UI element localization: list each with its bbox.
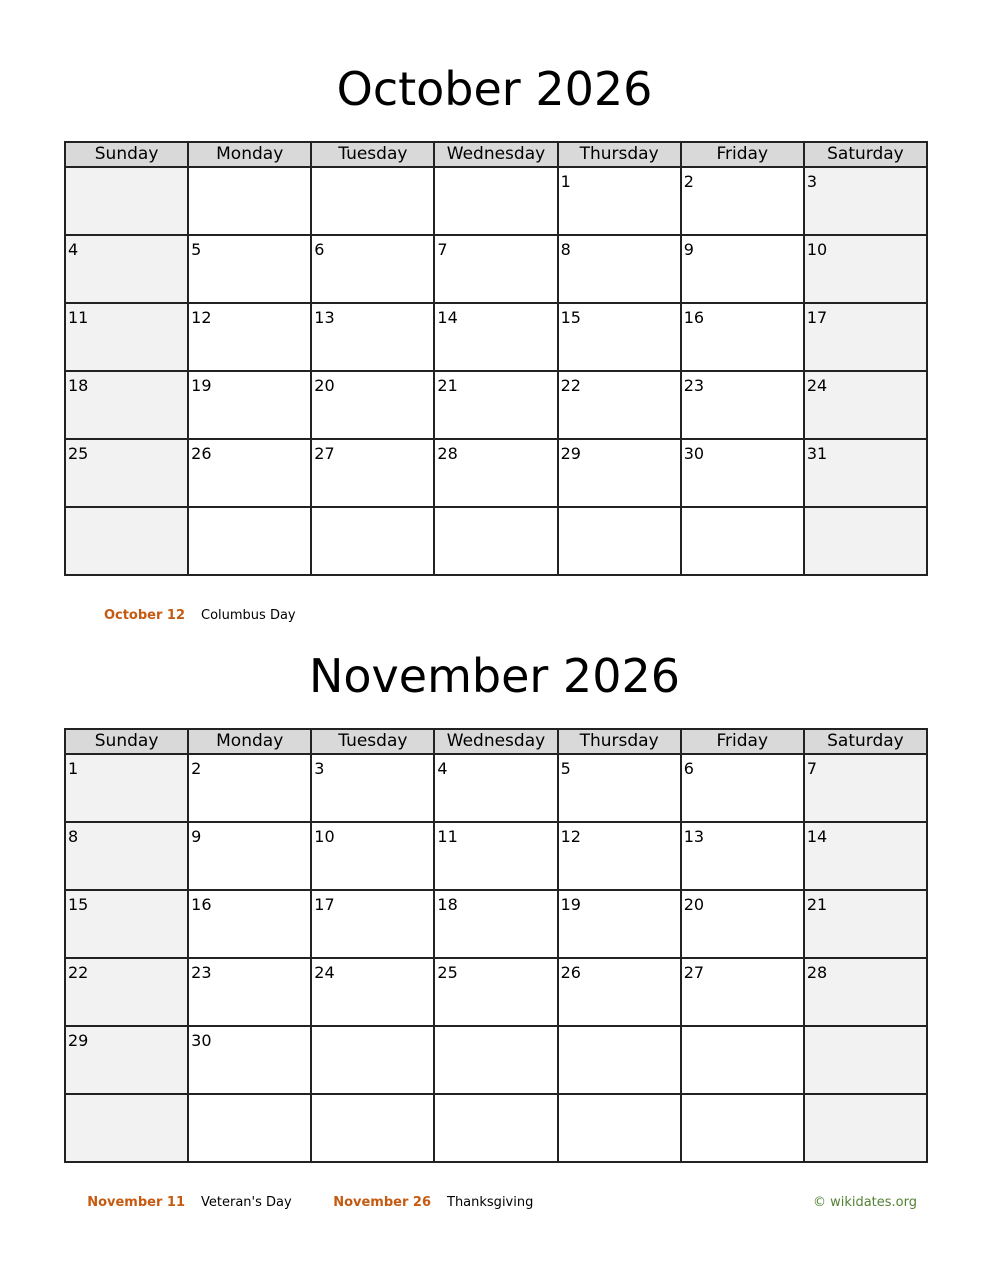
day-number: 7 [437,240,448,259]
day-cell [65,507,188,575]
weekday-header-row [65,729,927,754]
day-cell [65,167,188,235]
day-number: 29 [560,444,581,463]
day-cell [188,1026,311,1094]
credit-text: © wikidates.org [812,1195,917,1210]
holiday-name: Columbus Day [201,608,296,623]
day-number: 14 [806,827,828,846]
day-number: 21 [437,376,458,395]
day-number: 13 [314,308,335,327]
week-row [65,167,927,235]
day-cell [188,235,311,303]
day-cell [681,371,804,439]
holiday-date: November 11 [87,1195,185,1210]
day-number [189,168,310,172]
day-cell [434,1026,557,1094]
day-number: 2 [191,759,202,778]
day-number: 11 [68,308,89,327]
day-cell [311,822,434,890]
week-row [65,235,927,303]
day-cell [434,439,557,507]
day-cell [65,1094,188,1162]
day-cell [681,235,804,303]
day-cell [311,890,434,958]
day-number: 6 [314,240,325,259]
day-number: 20 [683,895,705,914]
day-cell [65,439,188,507]
day-number [682,1027,803,1031]
day-cell [434,371,557,439]
day-number: 12 [191,308,212,327]
week-row [65,439,927,507]
day-number [189,508,310,512]
day-cell [311,1094,434,1162]
day-number: 1 [560,172,571,191]
day-number [682,1095,803,1099]
day-cell [188,439,311,507]
day-number [312,1027,433,1031]
day-number: 25 [437,963,458,982]
day-number [66,168,187,172]
weekday-friday: Friday [681,142,804,167]
day-cell [804,303,927,371]
day-number: 19 [191,376,212,395]
week-row [65,822,927,890]
day-cell [558,167,681,235]
day-number: 21 [806,895,828,914]
day-number [559,508,680,512]
day-cell [188,371,311,439]
day-number: 10 [806,240,828,259]
day-cell [434,167,557,235]
day-cell [681,822,804,890]
day-cell [434,890,557,958]
day-number: 15 [560,308,581,327]
day-cell [681,507,804,575]
week-row [65,1026,927,1094]
day-cell [311,958,434,1026]
day-number [682,508,803,512]
day-number: 30 [191,1031,212,1050]
day-cell [804,958,927,1026]
weekday-sunday: Sunday [65,142,188,167]
day-number: 17 [806,308,828,327]
day-number [559,1095,680,1099]
day-cell [804,1026,927,1094]
day-number [66,508,187,512]
day-cell [434,822,557,890]
day-cell [188,167,311,235]
day-number: 11 [437,827,458,846]
weekday-thursday: Thursday [558,142,681,167]
day-cell [804,439,927,507]
day-cell [188,1094,311,1162]
day-number: 2 [683,172,694,191]
day-number: 30 [683,444,705,463]
day-cell [188,890,311,958]
day-number: 9 [683,240,694,259]
day-cell [681,1094,804,1162]
week-row [65,958,927,1026]
day-cell [188,303,311,371]
day-cell [681,754,804,822]
week-row [65,371,927,439]
weekday-wednesday: Wednesday [434,729,557,754]
day-number: 26 [560,963,581,982]
day-number: 15 [68,895,89,914]
day-cell [311,439,434,507]
day-number: 18 [437,895,458,914]
day-cell [681,303,804,371]
day-number: 14 [437,308,458,327]
day-number: 8 [560,240,571,259]
day-number: 28 [437,444,458,463]
day-number: 17 [314,895,335,914]
day-number: 4 [68,240,79,259]
day-number [805,1095,926,1099]
day-number [312,168,433,172]
day-cell [434,303,557,371]
day-cell [804,754,927,822]
day-cell [804,1094,927,1162]
weekday-saturday: Saturday [804,729,927,754]
day-number [805,508,926,512]
day-cell [681,958,804,1026]
weekday-sunday: Sunday [65,729,188,754]
day-cell [558,303,681,371]
day-number: 24 [806,376,828,395]
day-number: 28 [806,963,828,982]
day-number: 22 [560,376,581,395]
month-title-november: November 2026 [309,649,680,703]
day-number: 31 [806,444,828,463]
day-cell [311,371,434,439]
week-row [65,754,927,822]
calendar-october [64,141,928,576]
day-number: 13 [683,827,705,846]
day-cell [65,754,188,822]
day-number: 8 [68,827,79,846]
day-cell [558,235,681,303]
day-number [189,1095,310,1099]
day-number: 5 [191,240,202,259]
day-cell [558,890,681,958]
day-cell [558,822,681,890]
day-number: 1 [68,759,79,778]
day-cell [311,303,434,371]
holiday-date: November 26 [333,1195,431,1210]
day-number [435,1095,556,1099]
day-cell [311,754,434,822]
day-cell [558,1026,681,1094]
day-cell [681,167,804,235]
week-row [65,1094,927,1162]
weekday-header-row [65,142,927,167]
holiday-name: Veteran's Day [201,1195,292,1210]
day-number: 4 [437,759,448,778]
day-number: 22 [68,963,89,982]
holiday-name: Thanksgiving [447,1195,534,1210]
day-cell [65,958,188,1026]
day-number: 23 [683,376,705,395]
holiday-date: October 12 [103,608,185,623]
day-cell [188,958,311,1026]
day-cell [804,507,927,575]
day-cell [65,371,188,439]
day-cell [804,167,927,235]
day-cell [804,371,927,439]
day-number: 23 [191,963,212,982]
day-cell [804,822,927,890]
day-cell [65,235,188,303]
day-number: 25 [68,444,89,463]
day-number: 29 [68,1031,89,1050]
day-number [312,1095,433,1099]
day-number: 18 [68,376,89,395]
day-number: 7 [806,759,818,778]
weekday-thursday: Thursday [558,729,681,754]
day-cell [311,235,434,303]
day-number: 27 [314,444,335,463]
day-cell [558,754,681,822]
day-number [435,168,556,172]
day-cell [188,754,311,822]
day-number: 16 [191,895,212,914]
weekday-saturday: Saturday [804,142,927,167]
weekday-monday: Monday [188,142,311,167]
day-cell [65,1026,188,1094]
day-number: 20 [314,376,335,395]
day-number [66,1095,187,1099]
day-number [435,1027,556,1031]
calendar-november [64,728,928,1163]
day-cell [65,822,188,890]
weekday-friday: Friday [681,729,804,754]
day-number: 24 [314,963,335,982]
day-number: 5 [560,759,571,778]
day-cell [681,439,804,507]
day-number [312,508,433,512]
weekday-tuesday: Tuesday [311,729,434,754]
day-cell [681,1026,804,1094]
weekday-tuesday: Tuesday [311,142,434,167]
day-number: 12 [560,827,581,846]
day-number: 9 [191,827,202,846]
day-number [435,508,556,512]
week-row [65,507,927,575]
day-cell [434,235,557,303]
day-cell [311,507,434,575]
day-number: 6 [683,759,694,778]
day-number: 3 [314,759,325,778]
day-number: 27 [683,963,705,982]
day-number: 3 [806,172,818,191]
day-cell [434,754,557,822]
day-cell [311,1026,434,1094]
day-cell [804,235,927,303]
weekday-monday: Monday [188,729,311,754]
day-number: 16 [683,308,705,327]
weekday-wednesday: Wednesday [434,142,557,167]
day-number [805,1027,926,1031]
week-row [65,303,927,371]
day-number: 26 [191,444,212,463]
day-cell [558,507,681,575]
day-number: 19 [560,895,581,914]
day-cell [558,371,681,439]
day-cell [681,890,804,958]
day-cell [804,890,927,958]
day-number [559,1027,680,1031]
day-cell [558,1094,681,1162]
month-title-october: October 2026 [336,62,653,116]
day-cell [65,303,188,371]
day-cell [434,958,557,1026]
day-cell [434,507,557,575]
day-cell [558,439,681,507]
day-number: 10 [314,827,335,846]
day-cell [558,958,681,1026]
day-cell [311,167,434,235]
day-cell [188,507,311,575]
day-cell [188,822,311,890]
day-cell [65,890,188,958]
day-cell [434,1094,557,1162]
week-row [65,890,927,958]
